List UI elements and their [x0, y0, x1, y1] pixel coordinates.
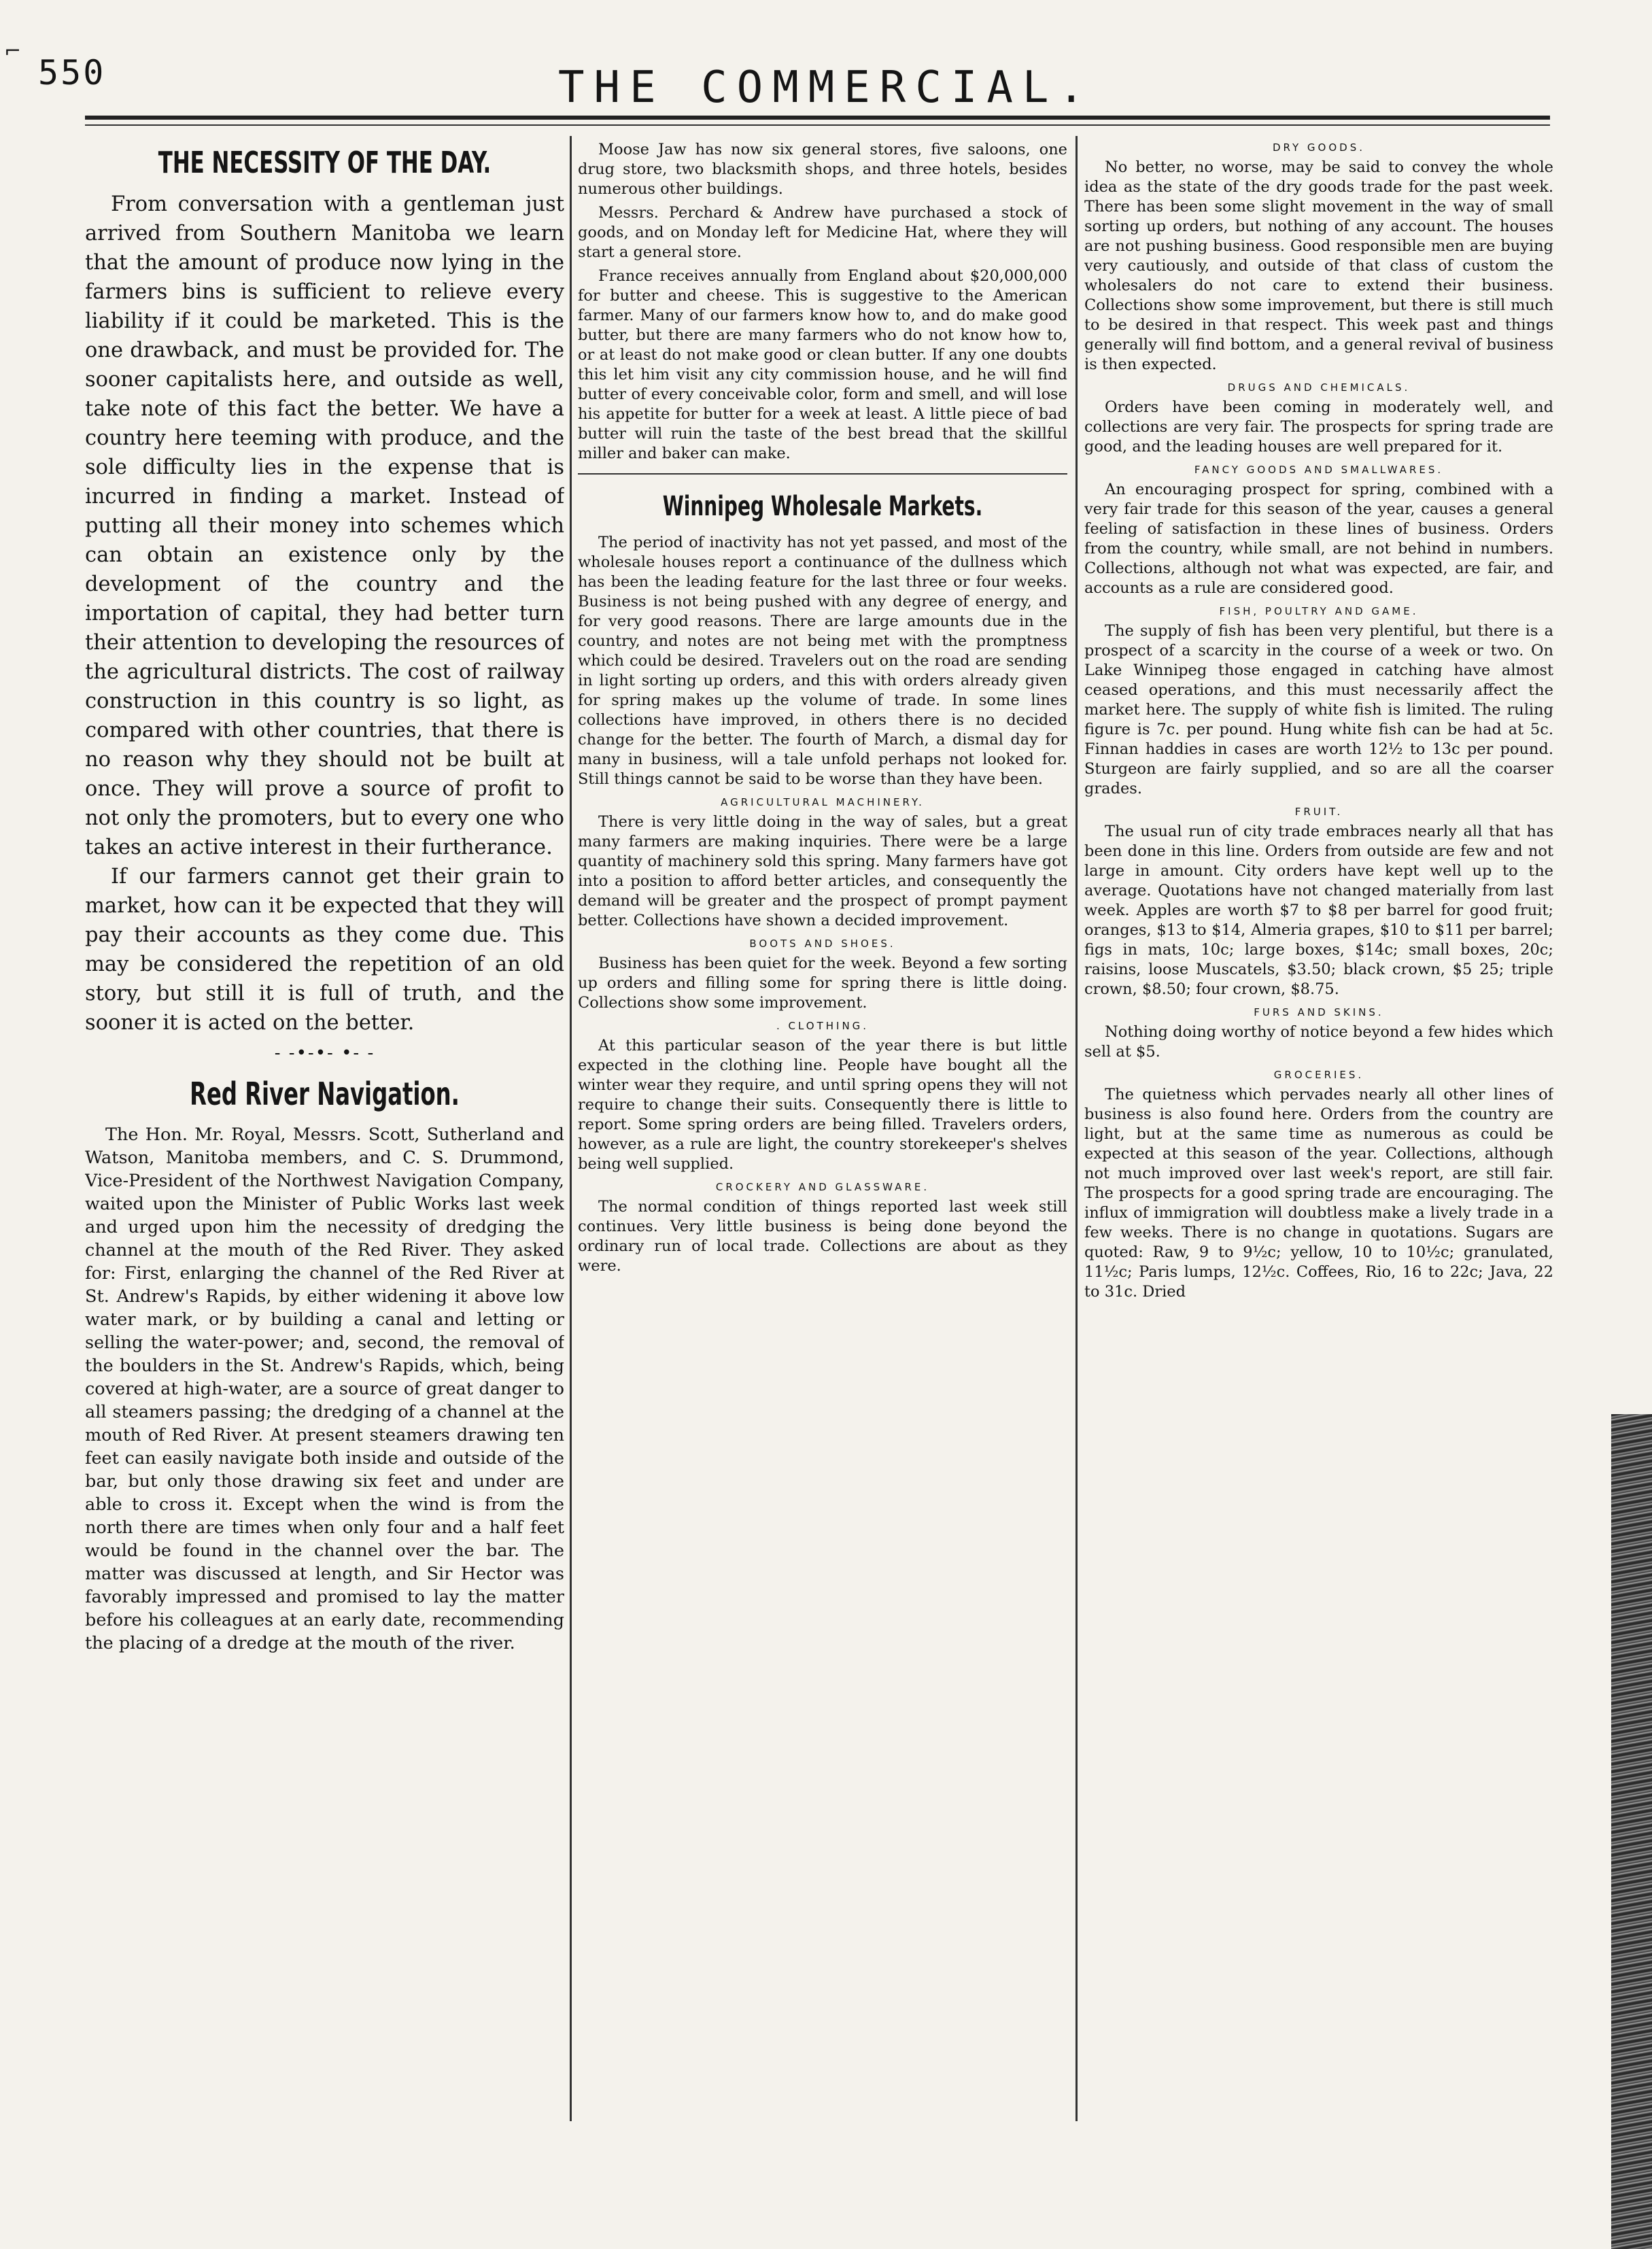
divider — [578, 473, 1067, 475]
column-1 — [85, 140, 564, 2125]
article-paragraph: If our farmers cannot get their grain to market, how can it be expected that they will pay their accounts as they come due. This may be considered the repetition of an old story, but still it is full of truth, and the sooner it is acted on the better. — [85, 865, 564, 1035]
market-heading: FURS AND SKINS. — [1254, 1006, 1384, 1018]
market-heading: FRUIT. — [1294, 806, 1343, 818]
section-ornament: - -•-•- •- - — [274, 1043, 375, 1063]
market-heading: FISH, POULTRY AND GAME. — [1219, 605, 1419, 617]
article-paragraph: From conversation with a gentleman just arrived from Southern Manitoba we learn that the amount of produce now lying in the farmers bins is sufficient to relieve every liability if it could be marketed. This is the one drawback, and must be provided for. The sooner capitalists here, and outside as well, take note of this fact the better. We have a country here teeming with produce, and the sole difficulty lies in the expense that is incurred in finding a market. Instead of putting all their money into schemes which can obtain an existence only by the development of the country and the importation of capital, they had better turn their attention to developing the resources of the agricultural districts. The cost of railway construction in this country is so light, as compared with other countries, that there is no reason why they should not be built at once. They will prove a source of profit to not only the promoters, but to every one who takes an active interest in their furtherance. — [85, 192, 564, 859]
article-title: THE NECESSITY OF THE DAY. — [158, 145, 492, 180]
news-item: France receives annually from England about $20,000,000 for butter and cheese. This is suggestive to the American farmer. Many of our farmers know how to, and do make good butter, but there are many farmers who do not know how to, or at least do not make good or clean butter. If any one doubts this let him visit any city commission house, and he will find butter of every conceivable color, form and smell, and will lose his appetite for butter for a week at least. A little piece of bad butter will ruin the taste of the best bread that the skillful miller and baker can make. — [578, 267, 1067, 462]
market-paragraph: The quietness which pervades nearly all other lines of business is also found here. Orders from the country are light, but at the same time as numerous as could be expected at this season of the year. Collections, although not much improved over last week's report, are still fair. The prospects for a good spring trade are encouraging. The influx of immigration will doubtless make a lively trade in a few weeks. There is no change in quotations. Sugars are quoted: Raw, 9 to 9½c; yellow, 10 to 10½c; granulated, 11½c; Paris lumps, 12½c. Coffees, Rio, 16 to 22c; Java, 22 to 31c. Dried — [1084, 1086, 1553, 1301]
market-heading: FANCY GOODS AND SMALLWARES. — [1194, 464, 1444, 476]
column-2 — [578, 140, 1067, 2125]
market-paragraph: There is very little doing in the way of sales, but a great many farmers are making inquiries. There were be a large quantity of machinery sold this spring. Many farmers have got into a position to afford better articles, and consequently the demand will be greater and the prospect of prompt payment better. Collections have shown a decided improvement. — [578, 813, 1067, 929]
market-heading: GROCERIES. — [1273, 1069, 1364, 1081]
header-rule-thin — [85, 124, 1550, 126]
market-heading: BOOTS AND SHOES. — [749, 938, 896, 950]
binding-edge — [1611, 1414, 1652, 2249]
margin-mark: ⌐ — [4, 39, 22, 63]
market-paragraph: An encouraging prospect for spring, combined with a very fair trade for this season of the year, causes a general feeling of satisfaction in these lines of business. Orders from the country, while small, are not behind in numbers. Collections, although not what was expected, are fair, and accounts as a rule are considered good. — [1084, 481, 1553, 597]
article-title: Red River Navigation. — [190, 1076, 460, 1112]
market-paragraph: Nothing doing worthy of notice beyond a few hides which sell at $5. — [1084, 1023, 1553, 1061]
market-heading: DRUGS AND CHEMICALS. — [1227, 381, 1411, 394]
market-paragraph: The usual run of city trade embraces nearly all that has been done in this line. Orders from outside are few and not large in amount. City orders have kept well up to the average. Quotations have not changed materially from last week. Apples are worth $7 to $8 per barrel for good fruit; oranges, $13 to $14, Almeria grapes, $10 to $11 per barrel; figs in mats, 10c; large boxes, $14c; small boxes, 20c; raisins, loose Muscatels, $3.50; black crown, $5 25; triple crown, $8.50; four crown, $8.75. — [1084, 823, 1553, 998]
market-paragraph: At this particular season of the year there is but little expected in the clothing line. People have bought all the winter wear they require, and until spring opens they will not require to change their suits. Consequently there is little to report. Some spring orders are being filled. Travelers orders, however, as a rule are light, the country storekeeper's shelves being well supplied. — [578, 1037, 1067, 1173]
market-heading: . CLOTHING. — [776, 1020, 870, 1032]
market-paragraph: The period of inactivity has not yet passed, and most of the wholesale houses report a continuance of the dullness which has been the leading feature for the last three or four weeks. Business is not being pushed with any degree of energy, and for very good reasons. There are large amounts due in the country, and notes are not being met with the promptness which could be desired. Travelers out on the road are sending in light sorting up orders, and this with orders already given for spring makes up the volume of trade. In some lines collections have improved, in others there is no decided change for the better. The fourth of March, a dismal day for many in business, will a tale unfold perhaps not looked for. Still things cannot be said to be worse than they have been. — [578, 534, 1067, 788]
news-item: Moose Jaw has now six general stores, five saloons, one drug store, two blacksmith shops, and three hotels, besides numerous other buildings. — [578, 141, 1067, 198]
header-rule-thick — [85, 116, 1550, 120]
market-paragraph: No better, no worse, may be said to convey the whole idea as the state of the dry goods trade for the past week. There has been some slight movement in the way of small sorting up orders, but nothing of any account. The houses are not pushing business. Good responsible men are buying very cautiously, and outside of that class of custom the wholesalers do not care to extend their business. Collections show some improvement, but there is still much to be desired in that respect. This week past and things generally will find bottom, and a general revival of business is then expected. — [1084, 158, 1553, 373]
market-heading: CROCKERY AND GLASSWARE. — [715, 1181, 930, 1193]
market-heading: DRY GOODS. — [1272, 141, 1366, 154]
market-heading: AGRICULTURAL MACHINERY. — [721, 796, 925, 808]
article-paragraph: The Hon. Mr. Royal, Messrs. Scott, Sutherland and Watson, Manitoba members, and C. S. Drummond, Vice-President of the Northwest Navigation Company, waited upon the Minister of Public Works last week and urged upon him the necessity of dredging the channel at the mouth of the Red River. They asked for: First, enlarging the channel of the Red River at St. Andrew's Rapids, by either widening it above low water mark, or by building a canal and letting or selling the water-power; and, second, the removal of the boulders in the St. Andrew's Rapids, which, being covered at high-water, are a source of great danger to all steamers passing; the dredging of a channel at the mouth of Red River. At present steamers drawing ten feet can easily navigate both inside and outside of the bar, but only those drawing six feet and under are able to cross it. Except when the wind is from the north there are times when only four and a half feet would be found in the channel over the bar. The matter was discussed at length, and Sir Hector was favorably impressed and promised to lay the matter before his colleagues at an early date, recommending the placing of a dredge at the mouth of the river. — [85, 1124, 564, 1653]
market-paragraph: Orders have been coming in moderately well, and collections are very fair. The prospects for spring trade are good, and the leading houses are well prepared for it. — [1084, 398, 1553, 456]
news-item: Messrs. Perchard & Andrew have purchased a stock of goods, and on Monday left for Medicine Hat, where they will start a general store. — [578, 204, 1067, 261]
market-paragraph: The normal condition of things reported last week still continues. Very little business is being done beyond the ordinary run of local trade. Collections are about as they were. — [578, 1198, 1067, 1275]
page-number: 550 — [38, 53, 106, 92]
section-title: Winnipeg Wholesale Markets. — [662, 491, 983, 522]
newspaper-title: THE COMMERCIAL. — [558, 63, 1094, 113]
column-divider-2 — [1075, 136, 1078, 2121]
column-divider-1 — [570, 136, 572, 2121]
masthead — [0, 0, 1652, 129]
market-paragraph: Business has been quiet for the week. Beyond a few sorting up orders and filling some for spring there is little doing. Collections show some improvement. — [578, 955, 1067, 1012]
column-3 — [1084, 140, 1553, 2125]
market-paragraph: The supply of fish has been very plentiful, but there is a prospect of a scarcity in the course of a week or two. On Lake Winnipeg those engaged in catching have almost ceased operations, and this must necessarily affect the market here. The supply of white fish is limited. The ruling figure is 7c. per pound. Hung white fish can be had at 5c. Finnan haddies in cases are worth 12½ to 13c per pound. Sturgeon are fairly supplied, and so are all the coarser grades. — [1084, 622, 1553, 797]
